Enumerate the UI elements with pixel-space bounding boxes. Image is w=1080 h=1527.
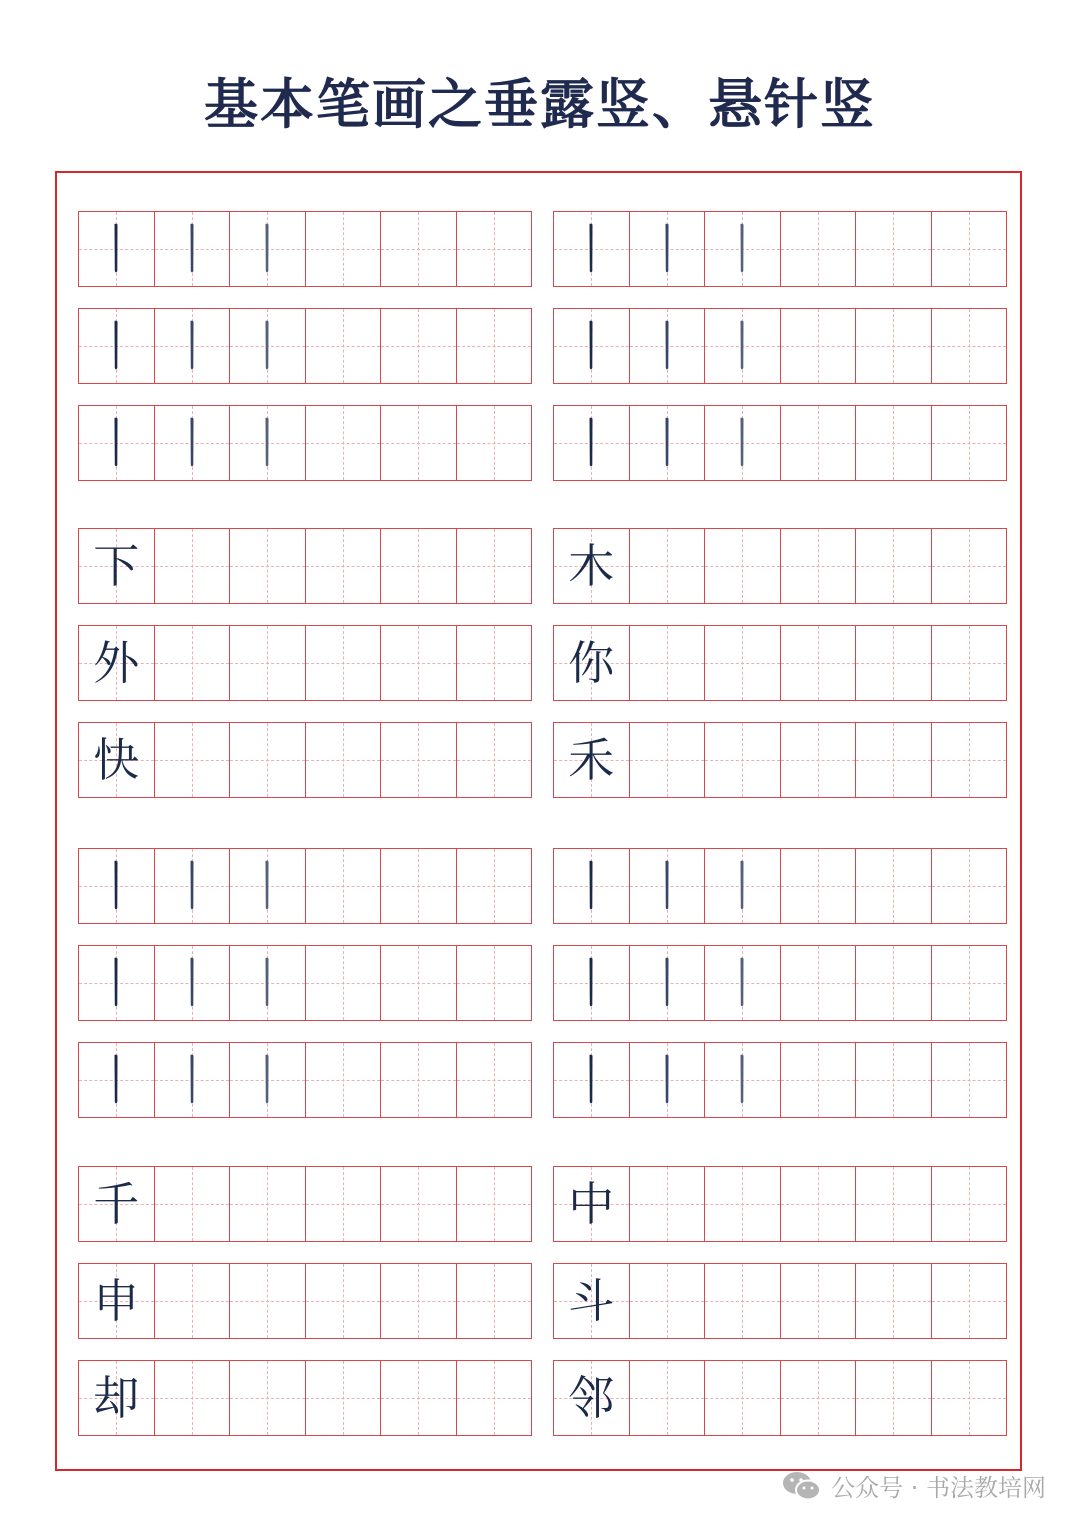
- practice-row: [553, 528, 1007, 604]
- grid-cell: [629, 946, 705, 1020]
- grid-cell: [380, 309, 456, 383]
- vertical-stroke-icon: [263, 1054, 271, 1106]
- model-character: 木: [568, 539, 615, 593]
- grid-cell: [456, 946, 532, 1020]
- grid-cell: [704, 1167, 780, 1241]
- grid-cell: [554, 626, 629, 700]
- vertical-stroke-icon: [738, 860, 746, 912]
- model-character: 下: [93, 539, 140, 593]
- grid-cell: [305, 849, 381, 923]
- grid-cell: [79, 1264, 154, 1338]
- grid-cell: [79, 849, 154, 923]
- vertical-stroke-icon: [112, 417, 120, 469]
- grid-cell: [229, 406, 305, 480]
- grid-cell: [704, 723, 780, 797]
- grid-cell: [380, 1361, 456, 1435]
- grid-cell: [855, 212, 931, 286]
- grid-cell: [855, 1361, 931, 1435]
- model-character: 申: [93, 1274, 140, 1328]
- model-character: 千: [93, 1177, 140, 1231]
- grid-cell: [79, 212, 154, 286]
- grid-cell: [79, 1043, 154, 1117]
- grid-cell: [380, 849, 456, 923]
- vertical-stroke-icon: [188, 1054, 196, 1106]
- grid-cell: [780, 723, 856, 797]
- grid-cell: [229, 1043, 305, 1117]
- model-character: 邻: [568, 1371, 615, 1425]
- grid-cell: [229, 626, 305, 700]
- grid-cell: [704, 406, 780, 480]
- model-character: 斗: [568, 1274, 615, 1328]
- grid-cell: [554, 1361, 629, 1435]
- grid-cell: [855, 723, 931, 797]
- grid-cell: [380, 529, 456, 603]
- grid-cell: [780, 849, 856, 923]
- grid-cell: [780, 1264, 856, 1338]
- practice-row: [553, 405, 1007, 481]
- vertical-stroke-icon: [112, 1054, 120, 1106]
- grid-cell: [554, 529, 629, 603]
- grid-cell: [704, 1043, 780, 1117]
- vertical-stroke-icon: [263, 860, 271, 912]
- grid-cell: [931, 529, 1007, 603]
- grid-cell: [154, 1043, 230, 1117]
- grid-cell: [305, 309, 381, 383]
- grid-cell: [154, 1264, 230, 1338]
- page-title: 基本笔画之垂露竖、悬针竖: [204, 72, 876, 136]
- grid-cell: [229, 723, 305, 797]
- grid-cell: [554, 946, 629, 1020]
- wechat-icon: [781, 1470, 823, 1502]
- practice-row: [78, 405, 532, 481]
- vertical-stroke-icon: [587, 223, 595, 275]
- practice-row: [553, 1042, 1007, 1118]
- grid-cell: [855, 1043, 931, 1117]
- practice-row: [78, 1360, 532, 1436]
- model-character: 却: [93, 1371, 140, 1425]
- grid-cell: [229, 1167, 305, 1241]
- grid-cell: [229, 309, 305, 383]
- grid-cell: [780, 309, 856, 383]
- grid-cell: [704, 626, 780, 700]
- practice-row: [553, 1263, 1007, 1339]
- grid-cell: [855, 406, 931, 480]
- model-character: 快: [93, 733, 140, 787]
- grid-cell: [855, 1264, 931, 1338]
- practice-row: [78, 1042, 532, 1118]
- grid-cell: [931, 309, 1007, 383]
- model-character: 外: [93, 636, 140, 690]
- grid-cell: [305, 1264, 381, 1338]
- grid-cell: [305, 723, 381, 797]
- grid-cell: [154, 529, 230, 603]
- grid-cell: [931, 1167, 1007, 1241]
- vertical-stroke-icon: [738, 320, 746, 372]
- grid-cell: [154, 406, 230, 480]
- grid-cell: [229, 1264, 305, 1338]
- grid-cell: [855, 309, 931, 383]
- grid-cell: [704, 1264, 780, 1338]
- vertical-stroke-icon: [263, 417, 271, 469]
- practice-row: [553, 308, 1007, 384]
- grid-cell: [380, 1167, 456, 1241]
- vertical-stroke-icon: [587, 957, 595, 1009]
- grid-cell: [629, 723, 705, 797]
- vertical-stroke-icon: [112, 223, 120, 275]
- grid-cell: [704, 309, 780, 383]
- grid-cell: [154, 946, 230, 1020]
- model-character: 你: [568, 636, 615, 690]
- vertical-stroke-icon: [112, 957, 120, 1009]
- grid-cell: [456, 723, 532, 797]
- model-character: 中: [568, 1177, 615, 1231]
- vertical-stroke-icon: [263, 320, 271, 372]
- grid-cell: [931, 406, 1007, 480]
- grid-cell: [305, 212, 381, 286]
- grid-cell: [554, 406, 629, 480]
- grid-cell: [79, 626, 154, 700]
- grid-cell: [780, 529, 856, 603]
- grid-cell: [780, 626, 856, 700]
- grid-cell: [554, 212, 629, 286]
- grid-cell: [931, 723, 1007, 797]
- practice-row: [78, 625, 532, 701]
- grid-cell: [554, 723, 629, 797]
- vertical-stroke-icon: [663, 320, 671, 372]
- grid-cell: [704, 1361, 780, 1435]
- grid-cell: [305, 946, 381, 1020]
- grid-cell: [229, 946, 305, 1020]
- grid-cell: [79, 723, 154, 797]
- grid-cell: [704, 529, 780, 603]
- vertical-stroke-icon: [587, 320, 595, 372]
- grid-cell: [154, 309, 230, 383]
- practice-row: [78, 211, 532, 287]
- vertical-stroke-icon: [663, 417, 671, 469]
- grid-cell: [931, 1043, 1007, 1117]
- practice-row: [78, 1166, 532, 1242]
- grid-cell: [229, 1361, 305, 1435]
- grid-cell: [456, 309, 532, 383]
- grid-cell: [629, 529, 705, 603]
- vertical-stroke-icon: [663, 957, 671, 1009]
- grid-cell: [554, 1167, 629, 1241]
- grid-cell: [456, 212, 532, 286]
- practice-row: [553, 1360, 1007, 1436]
- grid-cell: [780, 212, 856, 286]
- grid-cell: [855, 626, 931, 700]
- vertical-stroke-icon: [188, 223, 196, 275]
- grid-cell: [380, 626, 456, 700]
- grid-cell: [229, 212, 305, 286]
- grid-cell: [855, 946, 931, 1020]
- practice-row: [553, 722, 1007, 798]
- practice-row: [78, 1263, 532, 1339]
- grid-cell: [79, 309, 154, 383]
- practice-row: [78, 308, 532, 384]
- vertical-stroke-icon: [587, 417, 595, 469]
- vertical-stroke-icon: [587, 860, 595, 912]
- grid-cell: [229, 849, 305, 923]
- vertical-stroke-icon: [587, 1054, 595, 1106]
- vertical-stroke-icon: [188, 320, 196, 372]
- grid-cell: [855, 1167, 931, 1241]
- practice-row: [553, 625, 1007, 701]
- practice-row: [78, 722, 532, 798]
- grid-cell: [305, 1167, 381, 1241]
- grid-cell: [704, 946, 780, 1020]
- grid-cell: [79, 1167, 154, 1241]
- model-character: 禾: [568, 733, 615, 787]
- grid-cell: [305, 406, 381, 480]
- practice-row: [553, 848, 1007, 924]
- grid-cell: [380, 1043, 456, 1117]
- grid-cell: [554, 309, 629, 383]
- grid-cell: [79, 1361, 154, 1435]
- vertical-stroke-icon: [663, 1054, 671, 1106]
- vertical-stroke-icon: [188, 957, 196, 1009]
- vertical-stroke-icon: [112, 320, 120, 372]
- grid-cell: [380, 406, 456, 480]
- vertical-stroke-icon: [738, 957, 746, 1009]
- grid-cell: [780, 1167, 856, 1241]
- practice-row: [553, 1166, 1007, 1242]
- grid-cell: [79, 406, 154, 480]
- practice-row: [78, 945, 532, 1021]
- grid-cell: [855, 529, 931, 603]
- grid-cell: [154, 212, 230, 286]
- grid-cell: [704, 849, 780, 923]
- grid-cell: [380, 723, 456, 797]
- grid-cell: [456, 849, 532, 923]
- vertical-stroke-icon: [112, 860, 120, 912]
- grid-cell: [931, 626, 1007, 700]
- grid-cell: [154, 1361, 230, 1435]
- grid-cell: [456, 1043, 532, 1117]
- watermark: [781, 1468, 1046, 1503]
- grid-cell: [629, 1167, 705, 1241]
- grid-cell: [629, 1361, 705, 1435]
- vertical-stroke-icon: [188, 860, 196, 912]
- grid-cell: [931, 1361, 1007, 1435]
- vertical-stroke-icon: [663, 223, 671, 275]
- grid-cell: [380, 1264, 456, 1338]
- grid-cell: [380, 212, 456, 286]
- grid-cell: [305, 1043, 381, 1117]
- grid-cell: [154, 626, 230, 700]
- vertical-stroke-icon: [263, 957, 271, 1009]
- grid-cell: [629, 626, 705, 700]
- grid-cell: [380, 946, 456, 1020]
- grid-cell: [780, 1361, 856, 1435]
- grid-cell: [456, 626, 532, 700]
- grid-cell: [704, 212, 780, 286]
- vertical-stroke-icon: [738, 223, 746, 275]
- grid-cell: [456, 1361, 532, 1435]
- grid-cell: [554, 1043, 629, 1117]
- grid-cell: [305, 626, 381, 700]
- grid-cell: [154, 1167, 230, 1241]
- grid-cell: [456, 1167, 532, 1241]
- grid-cell: [554, 1264, 629, 1338]
- vertical-stroke-icon: [738, 1054, 746, 1106]
- grid-cell: [780, 946, 856, 1020]
- grid-cell: [629, 1264, 705, 1338]
- grid-cell: [305, 1361, 381, 1435]
- grid-cell: [305, 529, 381, 603]
- grid-cell: [456, 529, 532, 603]
- grid-cell: [554, 849, 629, 923]
- vertical-stroke-icon: [263, 223, 271, 275]
- grid-cell: [629, 1043, 705, 1117]
- grid-cell: [456, 1264, 532, 1338]
- practice-row: [78, 528, 532, 604]
- grid-cell: [79, 529, 154, 603]
- grid-cell: [780, 1043, 856, 1117]
- grid-cell: [629, 309, 705, 383]
- practice-row: [78, 848, 532, 924]
- vertical-stroke-icon: [738, 417, 746, 469]
- grid-cell: [229, 529, 305, 603]
- practice-row: [553, 945, 1007, 1021]
- grid-cell: [780, 406, 856, 480]
- grid-cell: [79, 946, 154, 1020]
- vertical-stroke-icon: [663, 860, 671, 912]
- watermark-text: 公众号 · 书法教培网: [831, 1474, 1046, 1502]
- grid-cell: [154, 849, 230, 923]
- grid-cell: [931, 849, 1007, 923]
- grid-cell: [629, 212, 705, 286]
- grid-cell: [931, 946, 1007, 1020]
- grid-cell: [931, 212, 1007, 286]
- grid-cell: [931, 1264, 1007, 1338]
- grid-cell: [629, 849, 705, 923]
- grid-cell: [629, 406, 705, 480]
- vertical-stroke-icon: [188, 417, 196, 469]
- grid-cell: [154, 723, 230, 797]
- practice-row: [553, 211, 1007, 287]
- grid-cell: [855, 849, 931, 923]
- grid-cell: [456, 406, 532, 480]
